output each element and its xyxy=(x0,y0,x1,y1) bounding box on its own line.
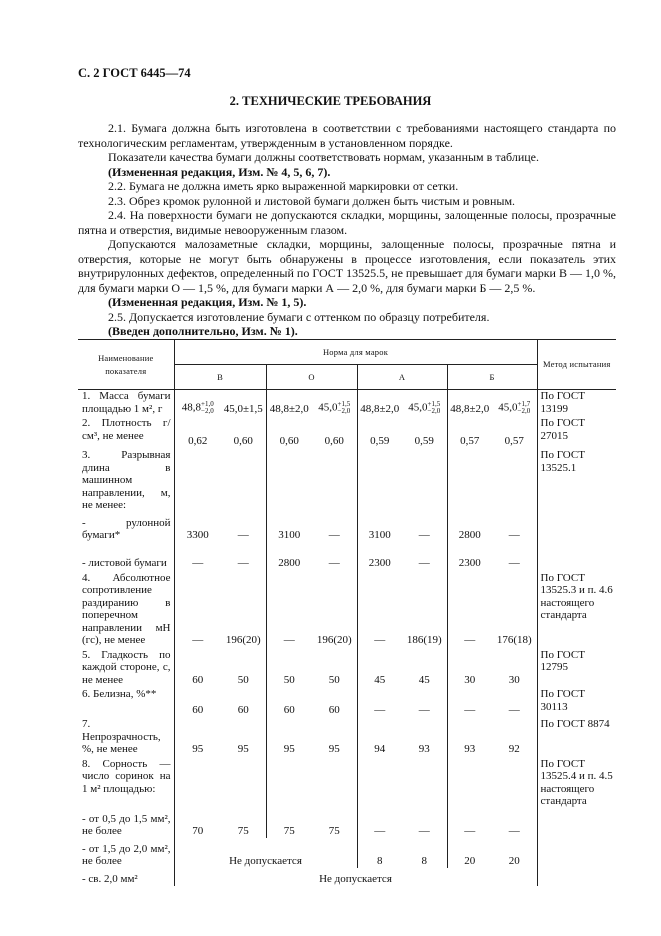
value-cell: 60 xyxy=(237,703,249,716)
value-cell: 60 xyxy=(174,688,221,718)
value-cell xyxy=(447,758,492,808)
table-row xyxy=(78,542,616,572)
value-cell: 3100 xyxy=(357,512,402,542)
value-cell xyxy=(492,449,537,512)
paragraph: 2.4. На поверхности бумаги не допускаются складки, морщины, залощенные полосы, прозрачные пятна и отверстия, видимые невооруженным глазом. xyxy=(78,208,616,237)
value-cell: 2300 xyxy=(447,542,492,572)
table-row xyxy=(78,649,616,689)
value-cell: 176(18) xyxy=(496,634,532,646)
value-cell: — xyxy=(447,808,492,838)
value-cell: 30 xyxy=(447,649,492,689)
value-cell: 45,0+1,7 −2,0 xyxy=(498,400,531,415)
value-cell: 94 xyxy=(357,718,402,758)
value-cell: — xyxy=(418,529,430,541)
value-cell xyxy=(174,758,221,808)
value-cell: 50 xyxy=(237,673,249,686)
value-cell: 48,8+1,0 −2,0 xyxy=(174,390,221,418)
paragraph: 2.2. Бумага не должна иметь ярко выраженной маркировки от сетки. xyxy=(108,179,459,193)
row-name: 6. Белизна, %** xyxy=(82,688,157,700)
value-cell: 60 xyxy=(266,688,312,718)
value-cell: — xyxy=(237,529,249,541)
value-cell: 2800 xyxy=(266,542,312,572)
value-cell: — xyxy=(418,825,430,837)
mark-a: А xyxy=(357,365,447,390)
method-cell xyxy=(537,808,616,838)
value-cell: 48,8±2,0 xyxy=(266,390,312,418)
method-cell xyxy=(537,512,616,542)
value-cell: 70 xyxy=(174,808,221,838)
table-row xyxy=(78,390,616,418)
value-cell: — xyxy=(357,688,402,718)
value-cell xyxy=(221,449,266,512)
method-cell: По ГОСТ 27015 xyxy=(537,417,616,449)
requirements-table xyxy=(78,339,616,886)
value-cell: 93 xyxy=(447,718,492,758)
row-name: - св. 2,0 мм² xyxy=(82,873,138,885)
method-cell xyxy=(537,868,616,886)
value-cell: 45,0±1,5 xyxy=(223,402,263,415)
value-cell: 3100 xyxy=(266,512,312,542)
method-cell: По ГОСТ 13525.1 xyxy=(537,449,616,512)
value-cell xyxy=(357,449,402,512)
value-cell: — xyxy=(418,557,430,569)
value-cell xyxy=(266,758,312,808)
table-row xyxy=(78,688,616,718)
paragraph: Допускаются малозаметные складки, морщины, залощенные полосы, прозрачные пятна и отверстия, которые не могут быть обнаружены в процессе изготовления, если показатель этих внутрирулонных дефектов, определенный по ГОСТ 13525.5, не превышает для бумаги марки В — 1,0 %, для бумаги марки О — 1,5 %, для бумаги марки А — 2,0 %, для бумаги марки Б — 2,5 %. xyxy=(78,237,616,295)
value-cell: — xyxy=(174,542,221,572)
value-cell xyxy=(447,449,492,512)
value-cell: 48,8±2,0 xyxy=(447,390,492,418)
row-name: 7. Непрозрачность, %, не менее xyxy=(82,718,161,755)
value-cell: 75 xyxy=(237,825,249,837)
value-cell: 0,60 xyxy=(266,417,312,449)
value-cell: 95 xyxy=(237,743,249,755)
value-cell: — xyxy=(508,703,520,716)
header-norms: Норма для марок xyxy=(174,340,537,365)
value-cell: 95 xyxy=(174,718,221,758)
paragraph: 2.1. Бумага должна быть изготовлена в соответствии с требованиями настоящего стандарта по технологическим регламентам, утвержденным в установленном порядке. xyxy=(78,121,616,150)
value-cell: 0,60 xyxy=(233,434,253,447)
section-title: 2. ТЕХНИЧЕСКИЕ ТРЕБОВАНИЯ xyxy=(229,94,432,108)
table-row xyxy=(78,838,616,868)
value-cell: — xyxy=(237,557,249,569)
value-cell: 0,60 xyxy=(324,434,344,447)
table-row xyxy=(78,449,616,512)
paragraph: 2.3. Обрез кромок рулонной и листовой бумаги должен быть чистым и ровным. xyxy=(108,193,516,208)
row-name: 1. Масса бумаги площадью 1 м², г xyxy=(82,390,171,415)
value-cell: — xyxy=(266,572,312,649)
value-cell: 45,0+1,5 −2,0 xyxy=(318,400,351,415)
value-cell: 60 xyxy=(174,649,221,689)
value-cell xyxy=(357,758,402,808)
value-cell: — xyxy=(508,825,520,837)
value-cell: 8 xyxy=(421,855,427,867)
value-cell: 0,57 xyxy=(447,417,492,449)
value-cell: 50 xyxy=(266,649,312,689)
page-header: С. 2 ГОСТ 6445—74 xyxy=(78,66,191,80)
value-cell: — xyxy=(328,557,340,569)
value-cell: 196(20) xyxy=(225,634,261,646)
value-cell xyxy=(402,449,447,512)
value-cell: 93 xyxy=(418,743,430,755)
paragraph: 2.5. Допускается изготовление бумаги с оттенком по образцу потребителя. xyxy=(108,309,490,324)
row-name: - от 1,5 до 2,0 мм², не более xyxy=(82,842,171,867)
value-cell: 75 xyxy=(328,825,340,837)
value-cell xyxy=(221,758,266,808)
mark-o: О xyxy=(266,365,357,390)
value-cell: — xyxy=(357,808,402,838)
value-cell: — xyxy=(447,688,492,718)
value-cell: 196(20) xyxy=(316,634,352,646)
value-cell: 30 xyxy=(508,673,520,686)
mark-b: Б xyxy=(447,365,537,390)
value-cell: 0,62 xyxy=(174,417,221,449)
value-cell: 92 xyxy=(508,743,520,755)
method-cell: По ГОСТ 13525.4 и п. 4.5 настоящего стандарта xyxy=(537,758,616,808)
value-cell xyxy=(266,449,312,512)
body-text xyxy=(78,121,616,339)
value-cell xyxy=(492,758,537,808)
mark-v: В xyxy=(174,365,266,390)
row-name: 3. Разрывная длина в машинном направлении, м, не менее: xyxy=(82,449,171,511)
value-cell: Не допускается xyxy=(174,838,357,868)
value-cell: 8 xyxy=(357,838,402,868)
paragraph: (Измененная редакция, Изм. № 4, 5, 6, 7). xyxy=(108,164,331,179)
header-method: Метод испытания xyxy=(537,340,616,390)
value-cell: 45,0+1,5 −2,0 xyxy=(408,400,441,415)
method-cell: По ГОСТ 30113 xyxy=(537,688,616,718)
row-name: 2. Плотность г/см³, не менее xyxy=(82,417,171,442)
value-cell: — xyxy=(418,703,430,716)
paragraph: Показатели качества бумаги должны соответствовать нормам, указанным в таблице. xyxy=(108,150,539,164)
paragraph: (Введен дополнительно, Изм. № 1). xyxy=(108,324,298,338)
value-cell: 95 xyxy=(328,743,340,755)
table-row xyxy=(78,718,616,758)
row-name: 5. Гладкость по каждой стороне, с, не менее xyxy=(82,648,171,686)
value-cell: 3300 xyxy=(174,512,221,542)
method-cell: По ГОСТ 13199 xyxy=(537,390,616,418)
value-cell: 60 xyxy=(328,703,340,716)
table-row xyxy=(78,808,616,838)
row-name: 8. Сорность — число соринок на 1 м² площадью: xyxy=(82,757,171,795)
method-cell xyxy=(537,838,616,868)
table-row xyxy=(78,758,616,808)
row-name: - листовой бумаги xyxy=(82,557,167,569)
method-cell: По ГОСТ 13525.3 и п. 4.6 настоящего стандарта xyxy=(537,572,616,649)
table-row xyxy=(78,512,616,542)
value-cell xyxy=(402,758,447,808)
value-cell: — xyxy=(508,529,520,541)
value-cell xyxy=(312,758,357,808)
value-cell: 50 xyxy=(328,673,340,686)
value-cell: — xyxy=(174,572,221,649)
value-cell: 48,8±2,0 xyxy=(357,390,402,418)
method-cell: По ГОСТ 12795 xyxy=(537,649,616,689)
table-row xyxy=(78,868,616,886)
value-cell: — xyxy=(447,572,492,649)
value-cell: 186(19) xyxy=(406,634,442,646)
method-cell xyxy=(537,542,616,572)
value-cell: 45 xyxy=(357,649,402,689)
value-cell: 75 xyxy=(266,808,312,838)
paragraph: (Измененная редакция, Изм. № 1, 5). xyxy=(108,295,307,309)
value-cell: 20 xyxy=(447,838,492,868)
header-name: Наименование показателя xyxy=(78,340,174,390)
value-cell xyxy=(312,449,357,512)
value-cell: 0,59 xyxy=(357,417,402,449)
value-cell: 0,57 xyxy=(504,434,524,447)
row-name: 4. Абсолютное сопротивление раздиранию в поперечном направлении мН (гс), не менее xyxy=(82,571,171,646)
value-cell: — xyxy=(328,529,340,541)
row-name: - рулонной бумаги* xyxy=(82,516,171,541)
table-row xyxy=(78,417,616,449)
value-cell: 95 xyxy=(266,718,312,758)
value-cell: 45 xyxy=(418,673,430,686)
value-cell: Не допускается xyxy=(174,868,537,886)
value-cell: 20 xyxy=(508,855,520,867)
value-cell: — xyxy=(508,557,520,569)
table-row xyxy=(78,572,616,649)
value-cell xyxy=(174,449,221,512)
value-cell: 2300 xyxy=(357,542,402,572)
row-name: - от 0,5 до 1,5 мм², не более xyxy=(82,812,171,837)
method-cell: По ГОСТ 8874 xyxy=(537,718,616,758)
value-cell: 0,59 xyxy=(414,434,434,447)
value-cell: — xyxy=(357,572,402,649)
value-cell: 2800 xyxy=(447,512,492,542)
